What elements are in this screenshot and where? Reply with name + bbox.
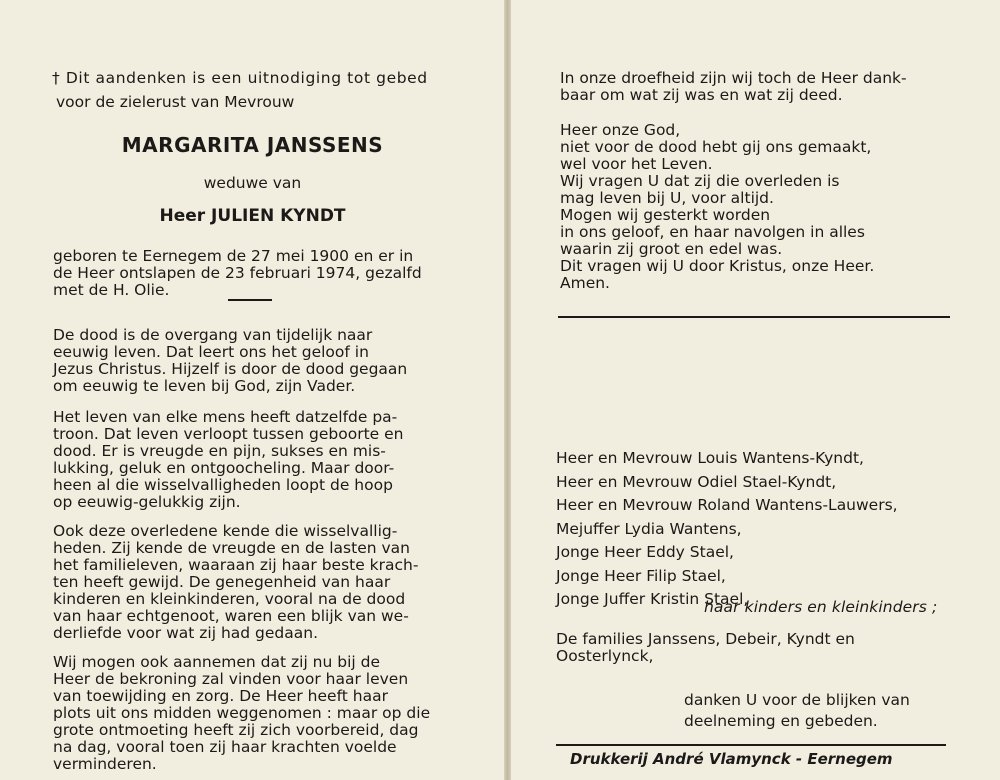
family-member: Jonge Juffer Kristin Stael, xyxy=(556,590,749,608)
deceased-name: MARGARITA JANSSENS xyxy=(121,133,384,157)
right-divider xyxy=(558,316,950,318)
paragraph-faith: Wij mogen ook aannemen dat zij nu bij de Heer de bekroning zal vinden voor haar leven van toewijding en zorg. De Heer heeft haar plots uit ons midden weggenomen : maar op die grote ontmoeting heeft zij zich voorbereid, dag na dag, vooral toen zij haar krachten voelde verminderen. xyxy=(53,653,431,773)
family-list xyxy=(556,447,898,612)
right-intro: In onze droefheid zijn wij toch de Heer dank- baar om wat zij was en wat zij deed. xyxy=(560,69,907,104)
left-divider xyxy=(228,299,272,301)
intro-text: † Dit aandenken is een uitnodiging tot gebed voor de zielerust van Mevrouw xyxy=(52,69,428,111)
page-fold xyxy=(504,0,511,780)
family-member: Heer en Mevrouw Roland Wantens-Lauwers, xyxy=(556,496,898,514)
paragraph-death: De dood is de overgang van tijdelijk naar eeuwig leven. Dat leert ons het geloof in Jezus Christus. Hijzelf is door de dood gegaan om eeuwig te leven bij God, zijn Vader. xyxy=(53,326,408,395)
family-member: Heer en Mevrouw Odiel Stael-Kyndt, xyxy=(556,472,837,491)
printer-rule xyxy=(556,744,946,746)
family-member: Heer en Mevrouw Louis Wantens-Kyndt, xyxy=(556,449,864,467)
printer-credit: Drukkerij André Vlamynck - Eernegem xyxy=(570,750,893,768)
family-member: Jonge Heer Filip Stael, xyxy=(556,566,726,585)
husband-name: Heer JULIEN KYNDT xyxy=(159,206,346,226)
widow-of-label: weduwe van xyxy=(203,174,302,192)
paragraph-life: Het leven van elke mens heeft datzelfde pa- troon. Dat leven verloopt tussen geboorte en dood. Er is vreugde en pijn, sukses en mis- lukking, geluk en ontgoocheling. Maar door- heen al die wisselvalligheden loopt de hoop op eeuwig-gelukkig zijn. xyxy=(53,408,404,511)
family-member: Jonge Heer Eddy Stael, xyxy=(556,543,734,561)
birth-death-text: geboren te Eernegem de 27 mei 1900 en er in de Heer ontslapen de 23 februari 1974, gezalfd met de H. Olie. xyxy=(53,247,422,299)
family-member: Mejuffer Lydia Wantens, xyxy=(556,519,742,538)
family-caption: haar kinders en kleinkinders ; xyxy=(704,598,938,616)
other-families: De families Janssens, Debeir, Kyndt en Oosterlynck, xyxy=(556,630,855,665)
prayer-text: Heer onze God, niet voor de dood hebt gij ons gemaakt, wel voor het Leven. Wij vragen U dat zij die overleden is mag leven bij U, voor altijd. Mogen wij gesterkt worden in ons geloof, en haar navolgen in alles waarin zij groot en edel was. Dit vragen wij U door Kristus, onze Heer. Amen. xyxy=(560,121,875,292)
paragraph-deceased: Ook deze overledene kende die wisselvallig- heden. Zij kende de vreugde en de lasten van het familieleven, waaraan zij haar beste krach- ten heeft gewijd. De genegenheid van haar kinderen en kleinkinderen, vooral na de dood van haar echtgenoot, waren een blijk van we- derliefde voor wat zij had gedaan. xyxy=(53,522,419,642)
thanks-text: danken U voor de blijken van deelneming en gebeden. xyxy=(684,691,910,730)
